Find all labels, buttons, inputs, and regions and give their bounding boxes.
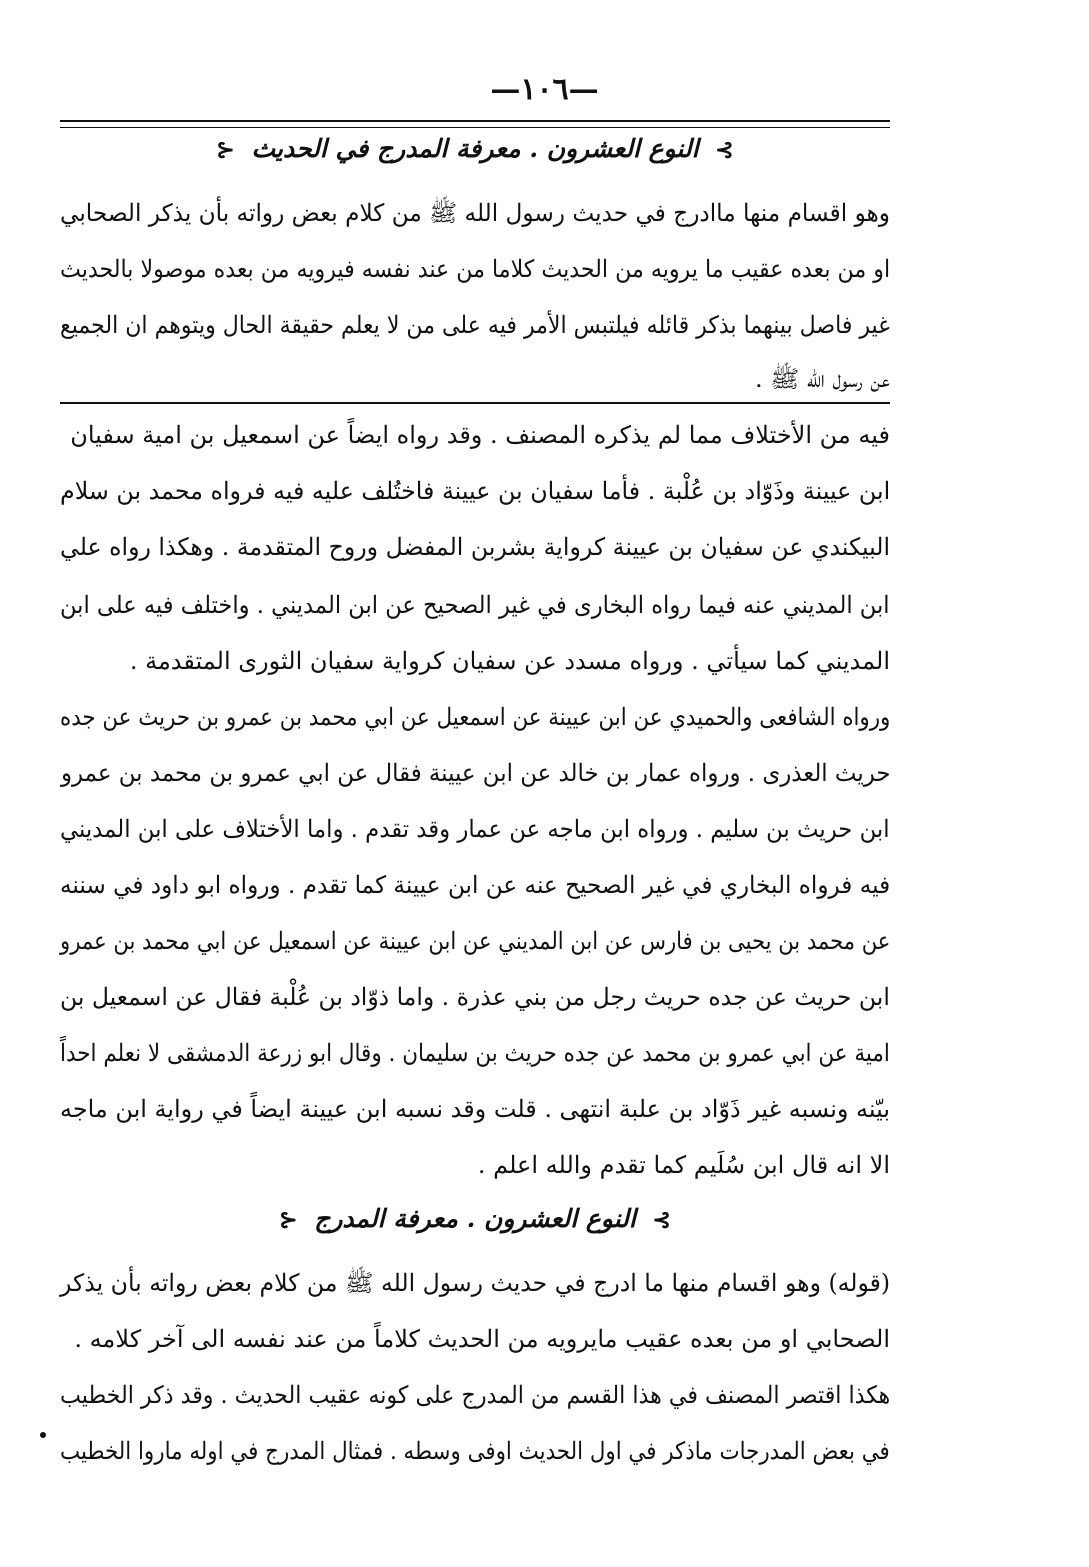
sharh-line: ورواه الشافعى والحميدي عن ابن عيينة عن اسمعيل عن ابي محمد بن عمرو بن حريث عن جده: [59, 703, 890, 731]
sharh-heading-text: النوع العشرون . معرفة المدرج: [314, 1204, 636, 1233]
matn-line: غير فاصل بينهما بذكر قائله فيلتبس الأمر فيه على من لا يعلم حقيقة الحال ويتوهم ان الجميع: [60, 311, 890, 339]
matn-line: او من بعده عقيب ما يرويه من الحديث كلاما من عند نفسه فيرويه من بعده موصولا بالحديث: [59, 255, 890, 283]
matn-line: وهو اقسام منها ماادرج في حديث رسول الله ﷺ من كلام بعض رواته بأن يذكر الصحابي: [60, 199, 890, 227]
ornament-right-icon: ⊱: [652, 1207, 671, 1233]
sharh-line: (قوله) وهو اقسام منها ما ادرج في حديث رسول الله ﷺ من كلام بعض رواته بأن يذكر: [59, 1269, 890, 1297]
sharh-line: ابن حريث عن جده حريث رجل من بني عذرة . واما ذوّاد بن عُلْبة فقال عن اسمعيل بن: [60, 983, 890, 1011]
matn-sharh-divider: [60, 402, 890, 404]
sharh-line: فيه من الأختلاف مما لم يذكره المصنف . وقد رواه ايضاً عن اسمعيل بن امية سفيان: [70, 421, 890, 449]
sharh-heading: [60, 1204, 890, 1233]
matn-line: عن رسول الله ﷺ .: [755, 365, 890, 393]
sharh-line: ابن حريث بن سليم . ورواه ابن ماجه عن عمار وقد تقدم . واما الأختلاف على ابن المديني: [60, 815, 890, 843]
sharh-line: ابن عيينة وذَوّاد بن عُلْبة . فأما سفيان بن عيينة فاختُلف عليه فيه فرواه محمد بن سلام: [59, 477, 890, 505]
ornament-right-icon: ⊱: [715, 137, 734, 163]
ornament-left-icon: ⊰: [216, 137, 235, 163]
sharh-line: حريث العذرى . ورواه عمار بن خالد عن ابن عيينة فقال عن ابي عمرو بن محمد بن عمرو: [60, 759, 890, 787]
ornament-left-icon: ⊰: [279, 1207, 298, 1233]
sharh-line: عن محمد بن يحيى بن فارس عن ابن المديني عن ابن عيينة عن اسمعيل عن ابي محمد بن عمرو: [59, 927, 890, 955]
sharh-line: الا انه قال ابن سُلَيم كما تقدم والله اعلم .: [477, 1151, 890, 1179]
margin-dot: [40, 1432, 46, 1438]
matn-heading-text: النوع العشرون . معرفة المدرج في الحديث: [251, 134, 699, 163]
sharh-line: فيه فرواه البخاري في غير الصحيح عنه عن ابن عيينة كما تقدم . ورواه ابو داود في سننه: [59, 871, 890, 899]
sharh-line: البيكندي عن سفيان بن عيينة كرواية بشربن المفضل وروح المتقدمة . وهكذا رواه علي: [59, 533, 890, 561]
top-double-rule: [60, 120, 890, 128]
sharh-line: هكذا اقتصر المصنف في هذا القسم من المدرج على كونه عقيب الحديث . وقد ذكر الخطيب: [59, 1381, 890, 1409]
sharh-line: الصحابي او من بعده عقيب مايرويه من الحديث كلاماً من عند نفسه الى آخر كلامه .: [74, 1325, 890, 1353]
sharh-line: في بعض المدرجات ماذكر في اول الحديث اوفى وسطه . فمثال المدرج في اوله ماروا الخطيب: [60, 1437, 890, 1465]
sharh-line: امية عن ابي عمرو بن محمد عن جده حريث بن سليمان . وقال ابو زرعة الدمشقى لا نعلم احداً: [60, 1039, 890, 1067]
sharh-line: ابن المديني عنه فيما رواه البخارى في غير الصحيح عن ابن المديني . واختلف فيه على ابن: [60, 591, 890, 619]
page-number: —١٠٦—: [490, 72, 599, 107]
sharh-line: بيّنه ونسبه غير ذَوّاد بن علبة انتهى . قلت وقد نسبه ابن عيينة ايضاً في رواية ابن ماجه: [60, 1095, 890, 1123]
sharh-line: المديني كما سيأتي . ورواه مسدد عن سفيان كرواية سفيان الثورى المتقدمة .: [129, 647, 890, 675]
matn-heading: [60, 134, 890, 163]
